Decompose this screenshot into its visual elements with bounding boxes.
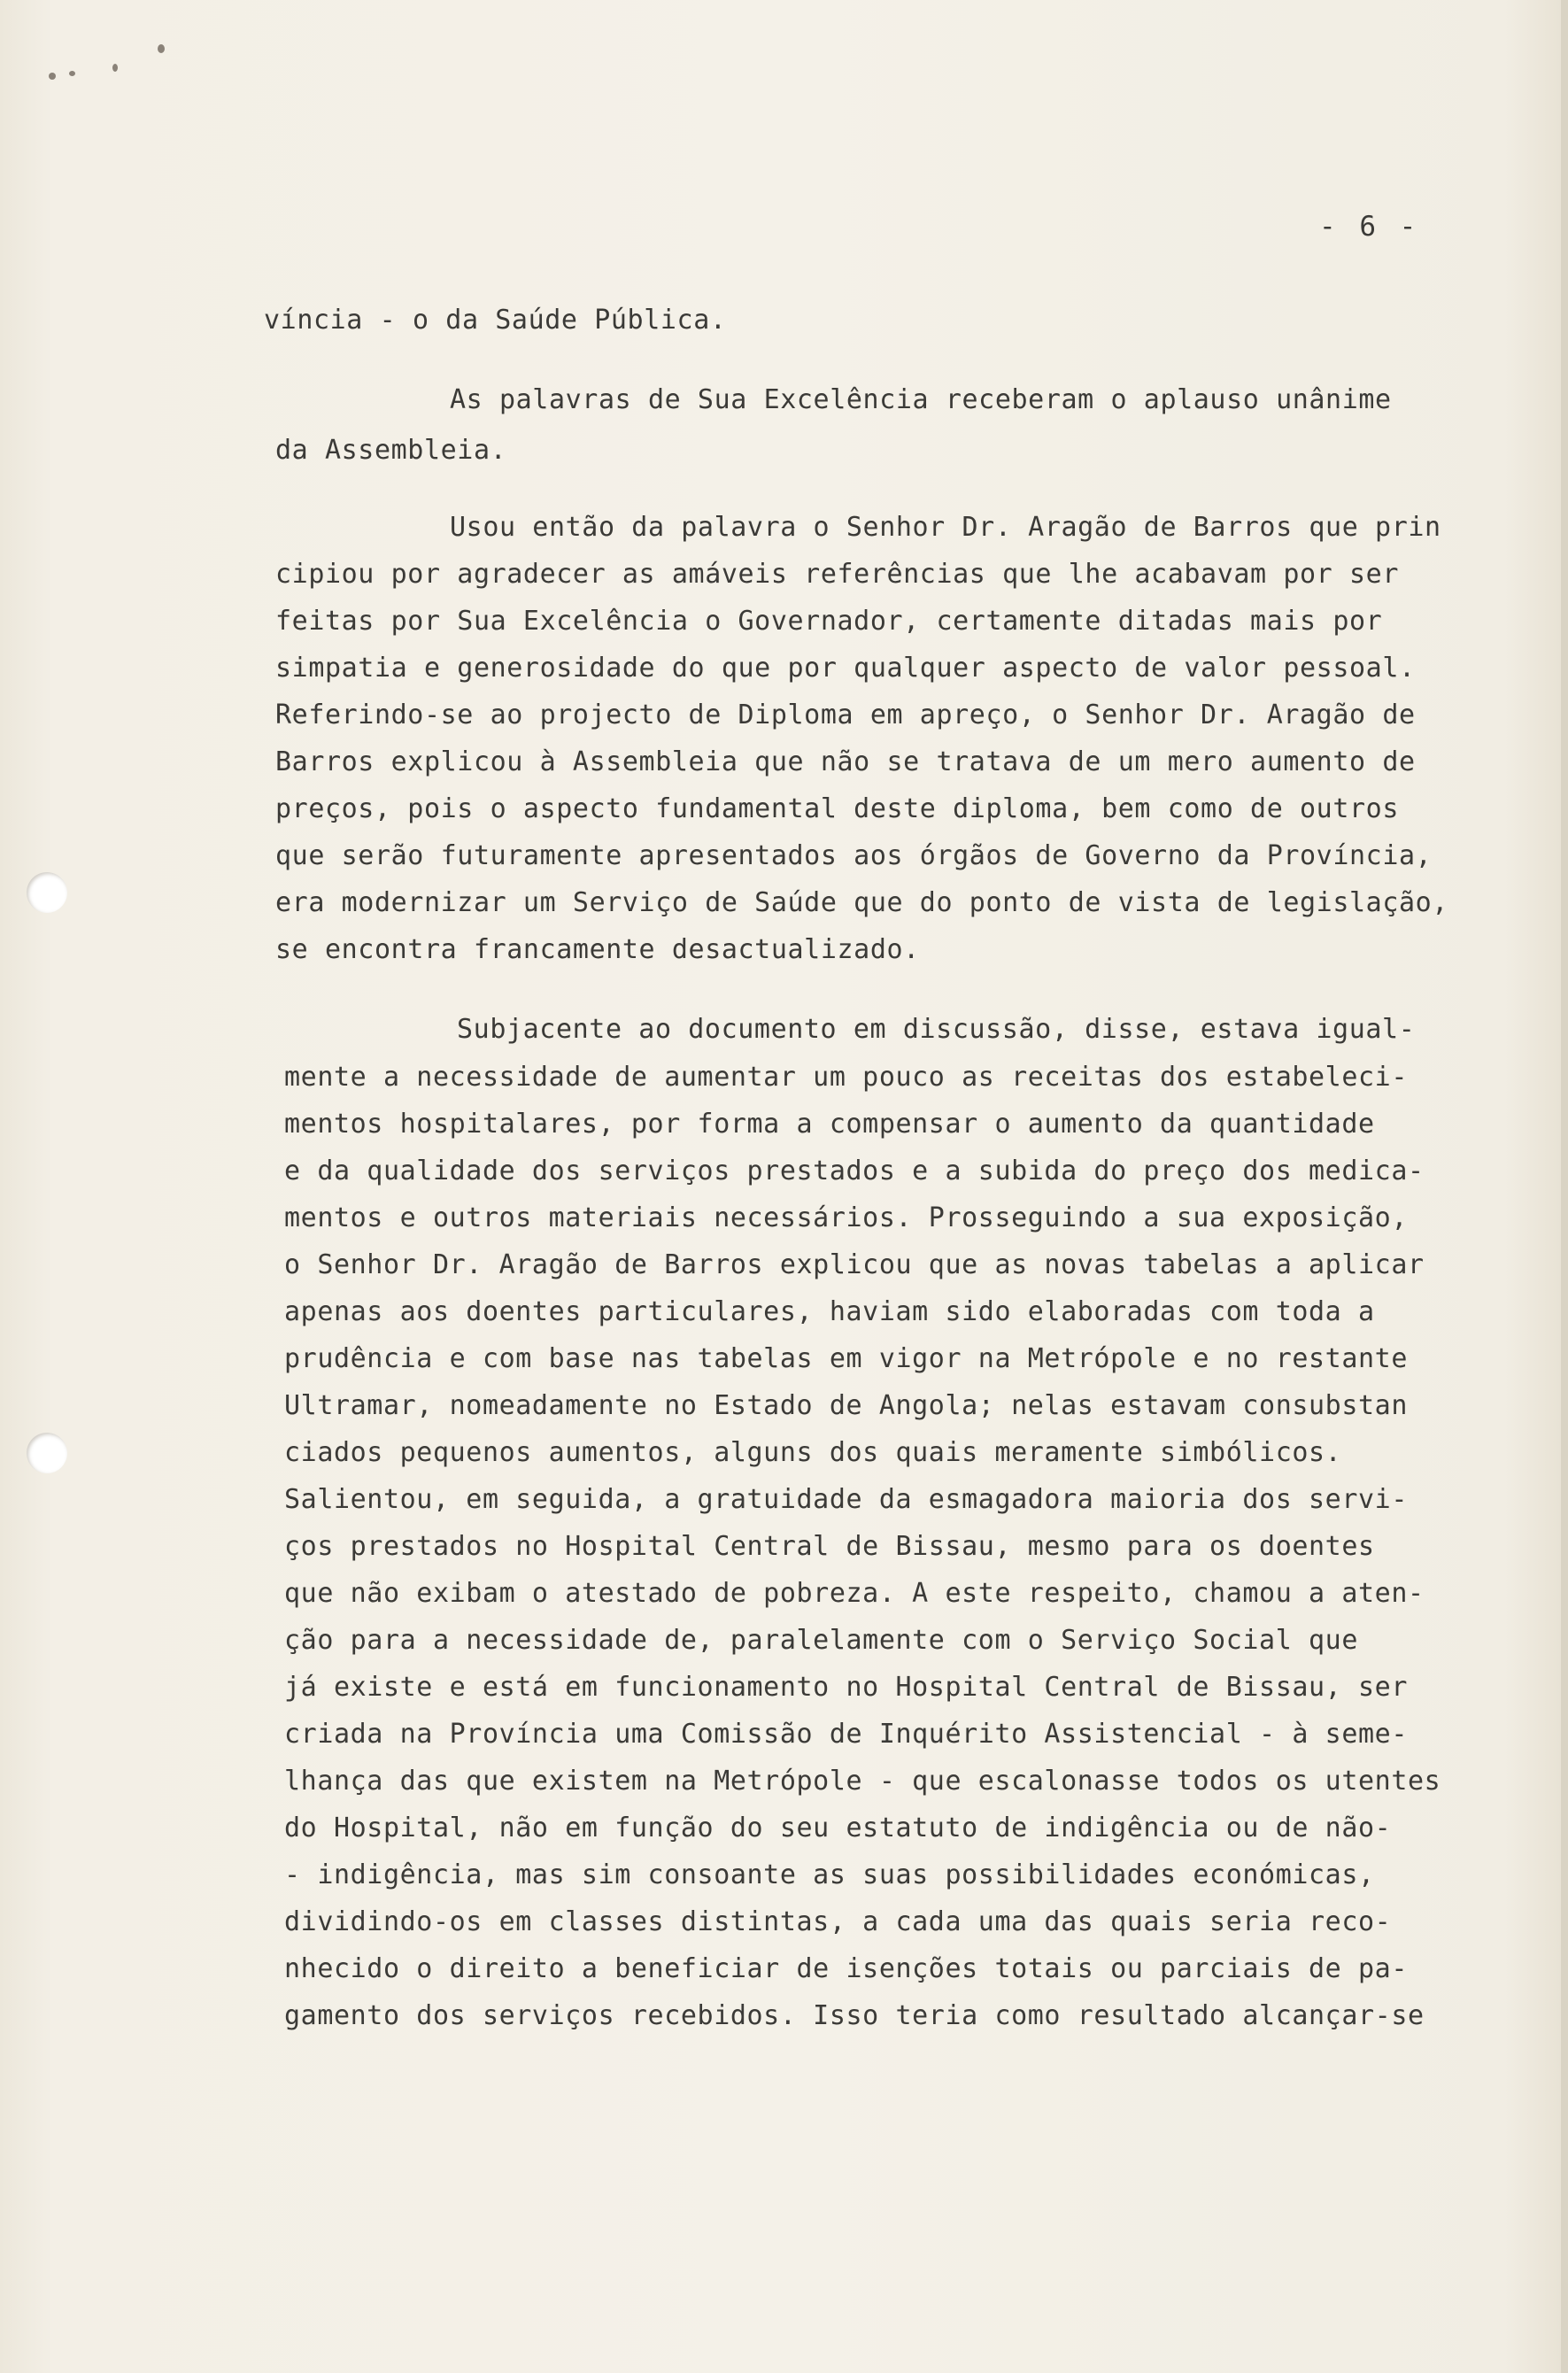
punch-hole (27, 1433, 67, 1473)
text-line: lhança das que existem na Metrópole - que escalonasse todos os utentes (284, 1766, 1441, 1797)
text-line: da Assembleia. (275, 435, 507, 466)
text-line: Ultramar, nomeadamente no Estado de Angola; nelas estavam consubstan (284, 1390, 1408, 1421)
text-line: o Senhor Dr. Aragão de Barros explicou que as novas tabelas a aplicar (284, 1249, 1425, 1280)
ink-speck (112, 64, 118, 72)
text-line: se encontra francamente desactualizado. (275, 934, 920, 965)
text-line: Barros explicou à Assembleia que não se tratava de um mero aumento de (275, 746, 1416, 777)
text-line: feitas por Sua Excelência o Governador, certamente ditadas mais por (275, 606, 1383, 637)
text-line: mente a necessidade de aumentar um pouco as receitas dos estabeleci- (284, 1062, 1408, 1093)
text-line: e da qualidade dos serviços prestados e a subida do preço dos medica- (284, 1156, 1425, 1186)
text-line: ços prestados no Hospital Central de Bissau, mesmo para os doentes (284, 1531, 1375, 1562)
text-line: preços, pois o aspecto fundamental deste diploma, bem como de outros (275, 793, 1399, 824)
text-line: ciados pequenos aumentos, alguns dos quais meramente simbólicos. (284, 1437, 1342, 1468)
text-line: mentos hospitalares, por forma a compensar o aumento da quantidade (284, 1109, 1375, 1140)
ink-speck (69, 71, 75, 76)
text-line: víncia - o da Saúde Pública. (264, 305, 727, 336)
text-line: criada na Província uma Comissão de Inquérito Assistencial - à seme- (284, 1719, 1408, 1750)
text-line: que não exibam o atestado de pobreza. A este respeito, chamou a aten- (284, 1578, 1425, 1609)
text-line: que serão futuramente apresentados aos órgãos de Governo da Província, (275, 840, 1433, 871)
text-line: Salientou, em seguida, a gratuidade da esmagadora maioria dos servi- (284, 1484, 1408, 1515)
punch-hole (27, 872, 67, 913)
text-line: cipiou por agradecer as amáveis referências que lhe acabavam por ser (275, 559, 1399, 590)
ink-speck (49, 73, 56, 80)
paper-edge (1561, 0, 1568, 2373)
text-line: simpatia e generosidade do que por qualquer aspecto de valor pessoal. (275, 653, 1416, 684)
text-line: Referindo-se ao projecto de Diploma em apreço, o Senhor Dr. Aragão de (275, 700, 1416, 730)
text-line: - indigência, mas sim consoante as suas possibilidades económicas, (284, 1859, 1375, 1890)
text-line: Subjacente ao documento em discussão, disse, estava igual- (457, 1014, 1416, 1045)
text-line: ção para a necessidade de, paralelamente com o Serviço Social que (284, 1625, 1358, 1656)
text-line: prudência e com base nas tabelas em vigor na Metrópole e no restante (284, 1343, 1408, 1374)
text-line: gamento dos serviços recebidos. Isso teria como resultado alcançar-se (284, 2000, 1425, 2031)
text-line: já existe e está em funcionamento no Hospital Central de Bissau, ser (284, 1672, 1408, 1703)
text-line: As palavras de Sua Excelência receberam o aplauso unânime (450, 384, 1392, 415)
ink-speck (158, 44, 165, 53)
text-line: nhecido o direito a beneficiar de isenções totais ou parciais de pa- (284, 1953, 1408, 1984)
text-line: apenas aos doentes particulares, haviam sido elaboradas com toda a (284, 1296, 1375, 1327)
text-line: Usou então da palavra o Senhor Dr. Aragão de Barros que prin (450, 512, 1441, 543)
text-line: era modernizar um Serviço de Saúde que do ponto de vista de legislação, (275, 887, 1448, 918)
page-number: - 6 - (1319, 211, 1420, 243)
text-line: mentos e outros materiais necessários. Prosseguindo a sua exposição, (284, 1202, 1408, 1233)
text-line: do Hospital, não em função do seu estatuto de indigência ou de não- (284, 1813, 1392, 1844)
text-line: dividindo-os em classes distintas, a cada uma das quais seria reco- (284, 1906, 1392, 1937)
